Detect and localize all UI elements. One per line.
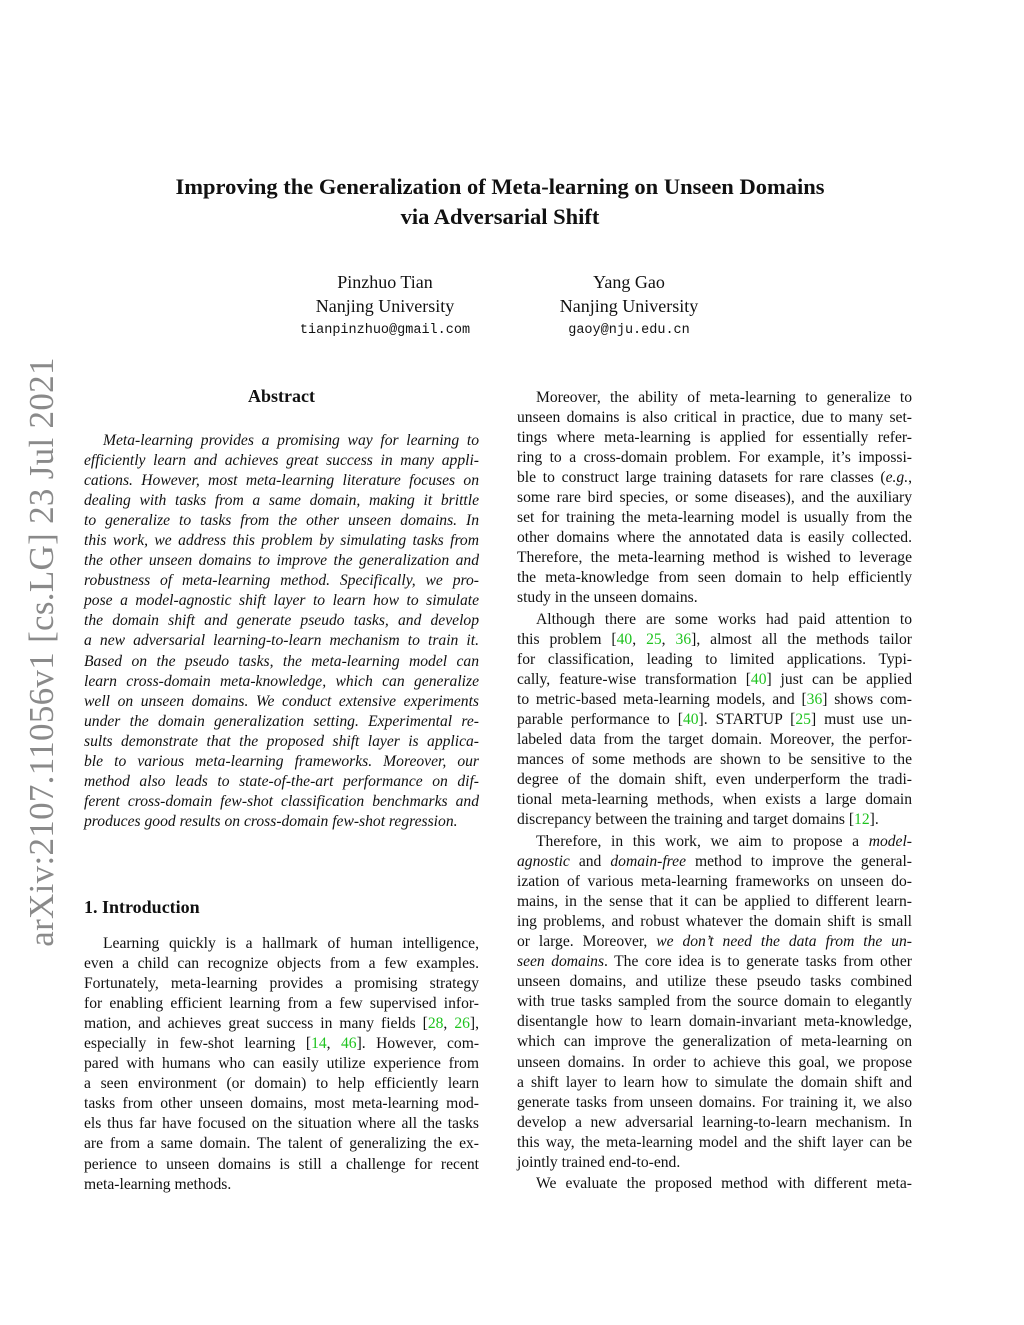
text-segment: We evaluate the proposed method with different meta- [536,1175,912,1192]
citation-link[interactable]: 40 [750,671,767,689]
text-segment: pared with humans who can easily utilize experience from [84,1055,479,1073]
author-affiliation: Nanjing University [315,296,455,316]
text-line [517,630,912,650]
text-segment: Learning quickly is a hallmark of human intelligence, [103,935,479,952]
introduction-paragraph [517,388,912,609]
text-line: efficiently learn and achieves great success in many appli- [84,452,479,470]
citation-link[interactable]: 40 [616,631,633,649]
text-line: produces good results on cross-domain few-shot regression. [84,812,458,830]
citation-link[interactable]: 36 [806,691,823,709]
text-line [517,388,912,408]
text-segment: the meta-knowledge from seen domain to help efficiently [517,569,912,587]
text-line [517,892,912,912]
arxiv-stamp: arXiv:2107.11056v1 [cs.LG] 23 Jul 2021 [22,357,61,947]
author-email[interactable]: tianpinzhuo@gmail.com [299,323,471,338]
text-line [517,408,912,428]
text-line [517,852,912,872]
text-segment: mains, in the sense that it can be applied to different learn- [517,893,912,911]
text-segment: or large. Moreover, [517,933,657,951]
text-segment: mation, and achieves great success in many fields [ [84,1015,428,1033]
text-line [84,974,479,994]
text-segment: a seen environment (or domain) to help efficiently learn [84,1075,479,1093]
text-line [517,670,912,690]
text-line: Meta-learning provides a promising way for learning to [103,432,479,449]
section-heading-introduction: 1. Introduction [84,897,200,917]
citation-link[interactable]: 40 [682,711,699,729]
text-segment: generate tasks from unseen domains. For training it, we also [517,1093,912,1111]
title-line: via Adversarial Shift [400,204,600,229]
emphasized-text: model- [868,833,912,850]
text-segment: mances of some methods are shown to be sensitive to the [517,751,912,769]
text-segment: unseen domains, and utilize these pseudo tasks combined [517,973,912,991]
text-line: learn cross-domain meta-knowledge, which can generalize [84,672,479,690]
text-segment: this problem [ [517,631,617,649]
emphasized-text: e.g. [885,469,909,487]
text-line: this work, we address this problem by simulating tasks from [84,532,479,550]
citation-link[interactable]: 26 [454,1015,470,1033]
text-line [517,528,912,548]
author-email[interactable]: gaoy@nju.edu.cn [568,323,690,338]
emphasized-text: seen domains [517,953,605,971]
text-segment: ]. STARTUP [ [698,711,796,729]
text-line: sults demonstrate that the proposed shift layer is applica- [84,732,479,750]
text-line [517,932,912,952]
text-segment: tasks from other unseen domains, most meta-learning mod- [84,1095,479,1113]
text-segment: degree of the domain shift, even underperform the tradi- [517,771,912,789]
text-line [517,790,912,810]
citation-link[interactable]: 14 [311,1035,327,1053]
text-segment: for enabling efficient learning from a few supervised infor- [84,995,479,1013]
text-segment: method to improve the general- [686,853,912,871]
text-segment: tional meta-learning methods, when exists a large domain [517,791,912,809]
author-name: Yang Gao [593,272,665,292]
text-segment: , [632,631,647,649]
text-segment: ization of various meta-learning frameworks on unseen do- [517,873,912,891]
text-line: cations. However, most meta-learning literature focuses on [84,472,479,490]
text-segment: develop a new adversarial learning-to-learn mechanism. In [517,1113,912,1131]
text-segment: ], [469,1015,479,1033]
citation-link[interactable]: 25 [646,631,662,649]
emphasized-text: domain-free [610,853,686,871]
citation-link[interactable]: 12 [854,811,870,829]
text-segment: other domains where the annotated data is easily collected. [517,529,912,547]
text-segment: for classification, leading to limited applications. Typi- [517,651,912,669]
paper-title [0,172,1000,232]
text-line [517,872,912,892]
text-segment: unseen domains. In order to achieve this goal, we propose [517,1053,912,1071]
text-line [517,770,912,790]
text-line: robustness of meta-learning method. Specifically, we pro- [84,572,479,590]
text-segment: cally, feature-wise transformation [ [517,671,751,689]
text-line [84,1134,479,1154]
text-line: under the domain generalization setting. Experimental re- [84,712,479,730]
text-line [517,428,912,448]
text-line: well on unseen domains. We conduct extensive experiments [84,692,479,710]
text-line [517,448,912,468]
text-line [84,1074,479,1094]
author-block [255,270,515,344]
abstract-heading: Abstract [248,386,315,406]
text-line [84,934,479,954]
text-line [517,568,912,588]
text-segment: ing problems, and robust whatever the domain shift is small [517,913,912,931]
text-line [517,730,912,750]
text-line [84,1114,479,1134]
introduction-paragraph [84,934,479,1195]
text-segment: unseen domains is also critical in practice, due to many set- [517,409,912,427]
text-segment: Therefore, the meta-learning method is wished to leverage [517,549,912,567]
text-line [517,912,912,932]
text-segment: Fortunately, meta-learning provides a promising strategy [84,975,479,993]
text-line [84,954,479,974]
text-segment: study in the unseen domains. [517,589,698,607]
text-line [517,1032,912,1052]
text-line [517,1153,912,1173]
abstract-body [84,431,479,832]
text-line: a new adversarial learning-to-learn mechanism to train it. [84,632,479,650]
text-segment: parable performance to [ [517,711,683,729]
text-segment: and [569,853,611,871]
text-line: ferent cross-domain few-shot classification benchmarks and [84,792,479,810]
text-segment: perience to unseen domains is still a challenge for recent [84,1155,479,1173]
author-block [499,270,759,344]
text-segment: discrepancy between the training and target domains [ [517,811,855,829]
text-line [517,610,912,630]
text-segment: especially in few-shot learning [ [84,1035,312,1053]
text-segment: even a child can recognize objects from a few examples. [84,955,479,973]
text-segment: are from a same domain. The talent of generalizing the ex- [84,1135,479,1153]
text-segment: with true tasks sampled from the source domain to elegantly [517,993,912,1011]
text-line: Based on the pseudo tasks, the meta-learning model can [84,652,479,670]
text-line: the other unseen domains to improve the generalization and [84,552,479,570]
text-line: dealing with tasks from a same domain, making it brittle [84,492,479,510]
text-line [517,1093,912,1113]
text-line [84,1155,479,1175]
text-line [517,972,912,992]
text-segment: Although there are some works had paid attention to [536,611,912,628]
text-line [84,1175,479,1195]
citation-link[interactable]: 36 [675,631,692,649]
title-line: Improving the Generalization of Meta-learning on Unseen Domains [175,174,825,199]
text-line [517,690,912,710]
text-line [517,710,912,730]
text-line [84,1034,479,1054]
text-line [517,1073,912,1093]
text-line: method also leads to state-of-the-art performance on dif- [84,772,479,790]
text-segment: this way, the meta-learning model and the shift layer can be [517,1133,912,1151]
author-affiliation: Nanjing University [559,296,699,316]
emphasized-text: we don’t need the data from the un- [656,933,912,951]
text-line [517,750,912,770]
text-line: ble to various meta-learning frameworks. Moreover, our [84,752,479,770]
text-segment: ] must use un- [810,711,912,729]
text-line: the domain shift and generate pseudo tasks, and develop [84,612,479,630]
text-segment: ]. However, com- [356,1035,480,1053]
text-line [517,1174,912,1194]
text-segment: els thus far have focused on the situation where all the tasks [84,1115,479,1133]
citation-link[interactable]: 28 [427,1015,444,1033]
text-segment: , [661,631,676,649]
text-line [84,1054,479,1074]
text-segment: ble to construct large training datasets for rare classes ( [517,469,886,487]
text-line [84,1014,479,1034]
text-line [517,588,912,608]
text-line: pose a model-agnostic shift layer to learn how to simulate [84,592,479,610]
text-segment: ], almost all the methods tailor [691,631,912,649]
text-segment: disentangle how to learn domain-invariant meta-knowledge, [517,1013,912,1031]
text-segment: to metric-based meta-learning models, and [ [517,691,807,709]
text-line [517,1053,912,1073]
text-line: to generalize to tasks from the other unseen domains. In [84,512,479,530]
text-segment: which can improve the generalization of meta-learning on [517,1033,912,1051]
text-segment: some rare bird species, or some diseases), and the auxiliary [517,489,912,507]
introduction-paragraph [517,610,912,831]
text-line [517,952,912,972]
text-segment: labeled data from the target domain. Moreover, the perfor- [517,731,912,749]
text-line [517,810,912,830]
introduction-paragraph [517,1174,912,1194]
citation-link[interactable]: 25 [795,711,811,729]
text-line [517,992,912,1012]
text-line [517,832,912,852]
text-segment: Therefore, in this work, we aim to propose a [536,833,869,850]
text-line [517,1012,912,1032]
text-segment: , [443,1015,455,1033]
text-line [84,994,479,1014]
text-segment: meta-learning methods. [84,1175,232,1193]
text-segment: jointly trained end-to-end. [517,1153,681,1171]
text-segment: . The core idea is to generate tasks from other [604,953,912,971]
text-line [517,508,912,528]
text-line [517,1133,912,1153]
text-segment: , [326,1035,341,1053]
text-line [517,1113,912,1133]
text-segment: ] shows com- [822,691,912,709]
text-line [517,650,912,670]
text-line [517,468,912,488]
text-line [517,548,912,568]
introduction-paragraph [517,832,912,1173]
text-segment: tings where meta-learning is applied for essentially refer- [517,429,912,447]
text-line [517,488,912,508]
text-segment: ] just can be applied [766,671,912,689]
text-segment: a shift layer to learn how to simulate the domain shift and [517,1073,912,1091]
text-segment: ring to a cross-domain problem. For example, it’s impossi- [517,449,912,467]
text-segment: set for training the meta-learning model is usually from the [517,509,912,527]
citation-link[interactable]: 46 [341,1035,357,1053]
text-segment: Moreover, the ability of meta-learning to generalize to [536,389,912,406]
author-name: Pinzhuo Tian [337,272,433,292]
emphasized-text: agnostic [517,853,570,871]
text-segment: ]. [869,811,879,829]
text-line [84,1094,479,1114]
text-segment: , [908,469,912,487]
